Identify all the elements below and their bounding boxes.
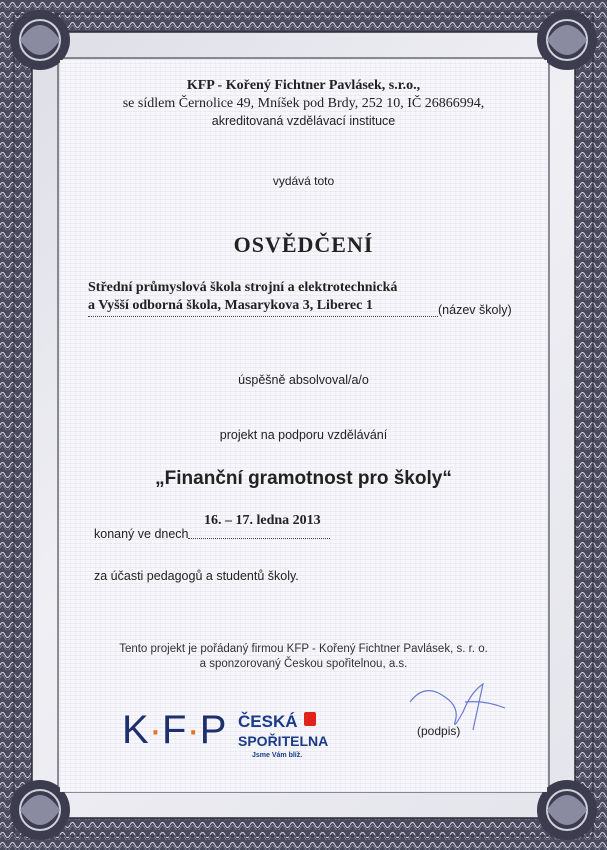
issuer-accreditation: akreditovaná vzdělávací instituce: [211, 114, 396, 128]
held-dates: 16. – 17. ledna 2013: [204, 513, 321, 528]
signature-scribble: [405, 672, 515, 732]
kfp-logo-dot: ·: [148, 708, 163, 752]
kfp-logo-dot: ·: [186, 708, 200, 752]
dates-dotted-line: [188, 538, 330, 539]
kfp-logo-k: K: [122, 708, 149, 752]
cs-logo-icon: [304, 712, 316, 726]
cs-logo-line1: ČESKÁ: [238, 712, 298, 731]
school-dotted-line: [88, 316, 438, 317]
school-name-line2: a Vyšší odborná škola, Masarykova 3, Liberec 1: [88, 298, 373, 313]
school-name-line1: Střední průmyslová škola strojní a elektrotechnická: [88, 280, 398, 295]
absolved-text: úspěšně absolvoval/a/o: [238, 373, 369, 387]
cs-logo-tagline: Jsme Vám blíž.: [252, 752, 303, 759]
signature-label: (podpis): [417, 724, 461, 738]
course-name: „Finanční gramotnost pro školy“: [155, 468, 452, 489]
footer-line2: a sponzorovaný Českou spořitelnou, a.s.: [199, 658, 408, 670]
project-text: projekt na podporu vzdělávání: [219, 428, 388, 442]
issues-text: vydává toto: [272, 174, 335, 188]
footer-line1: Tento projekt je pořádaný firmou KFP - Kořený Fichtner Pavlásek, s. r. o.: [119, 643, 488, 655]
issuer-name: KFP - Kořený Fichtner Pavlásek, s.r.o.,: [186, 78, 421, 93]
issuer-address: se sídlem Černolice 49, Mníšek pod Brdy, 252 10, IČ 26866994,: [122, 96, 485, 111]
kfp-logo: [122, 708, 226, 753]
kfp-logo-f: F: [162, 708, 187, 752]
held-label: konaný ve dnech: [94, 527, 189, 541]
school-note: (název školy): [438, 303, 512, 317]
kfp-logo-p: P: [199, 708, 227, 752]
cs-logo-line2: SPOŘITELNA: [238, 733, 329, 749]
certificate-title: OSVĚDČENÍ: [233, 232, 374, 257]
participants-text: za účasti pedagogů a studentů školy.: [94, 569, 299, 583]
